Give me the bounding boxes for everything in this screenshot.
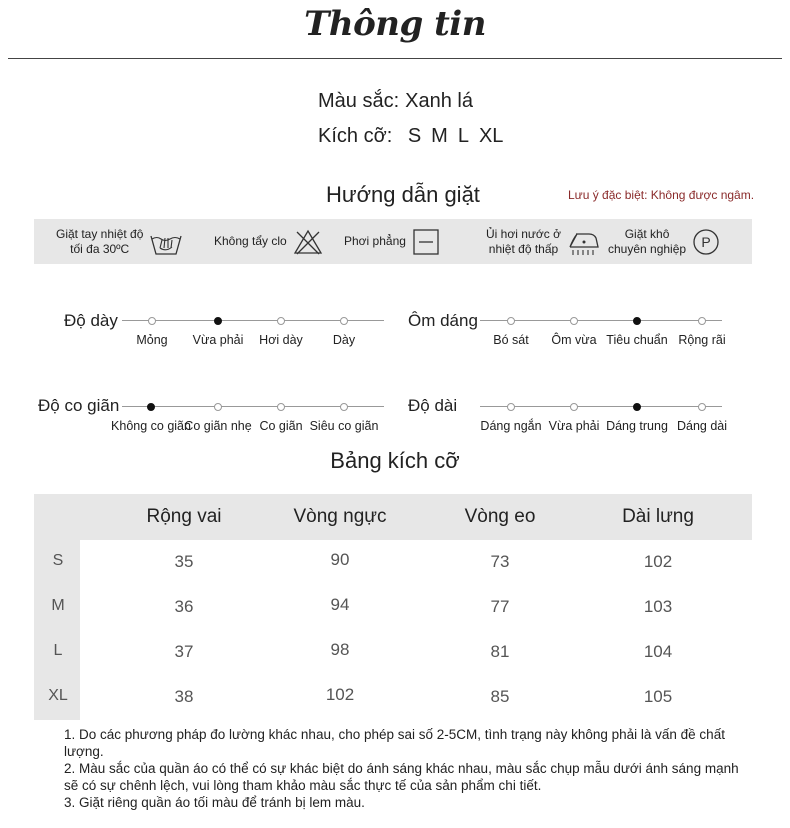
scale-track — [480, 406, 722, 407]
scale-option-label: Dáng trung — [606, 419, 668, 433]
scale-option-label: Không co giãn — [111, 419, 191, 433]
scale-label: Ôm dáng — [408, 311, 478, 330]
size-table-title: Bảng kích cỡ — [330, 448, 460, 473]
scale-option-label: Vừa phải — [548, 419, 600, 433]
wash-item-dry-clean — [608, 219, 720, 264]
dry-clean-p-icon — [692, 228, 720, 256]
wash-label: nhiệt độ thấp — [488, 241, 559, 256]
table-cell: 104 — [643, 642, 673, 661]
column-header: Dài lưng — [622, 506, 694, 527]
table-cell: 81 — [490, 642, 510, 661]
flat-dry-icon — [412, 228, 440, 256]
table-cell: 37 — [174, 642, 194, 661]
column-header: Vòng ngực — [293, 506, 387, 527]
color-value: Xanh lá — [405, 90, 473, 112]
scale-dot-selected — [633, 403, 641, 411]
wash-label: Phơi phẳng — [344, 234, 406, 248]
title-divider — [8, 58, 782, 59]
scale-dot-selected — [633, 317, 641, 325]
scale-dot — [277, 317, 285, 325]
table-cell: 105 — [643, 687, 673, 706]
scale-dot — [214, 403, 222, 411]
row-header: M — [51, 597, 65, 614]
scale-label: Độ co giãn — [38, 396, 120, 415]
table-cell: 77 — [490, 597, 510, 616]
size-table — [34, 494, 752, 720]
note-item: 1. Do các phương pháp đo lường khác nhau, cho phép sai số 2-5CM, tình trạng này không phải là vấn đề chất lượng. — [64, 727, 725, 759]
note-item: 2. Màu sắc của quần áo có thể có sự khác biệt do ánh sáng khác nhau, màu sắc chụp mẫu dưới ánh sáng mạnh sẽ có sự chênh lệch, vui lòng tham khảo màu sắc thực tế của sản phẩm chi tiết. — [64, 761, 739, 793]
row-header: L — [53, 642, 63, 659]
table-cell: 35 — [174, 552, 194, 571]
wash-instructions-bar — [34, 219, 752, 264]
table-cell: 73 — [490, 552, 510, 571]
scale-option-label: Dáng dài — [676, 419, 728, 433]
no-bleach-icon — [293, 228, 323, 256]
scale-option-label: Co giãn nhẹ — [184, 419, 252, 433]
table-cell: 94 — [330, 595, 350, 614]
hand-wash-icon — [149, 228, 183, 256]
size-info — [318, 125, 513, 148]
scale-dot — [340, 403, 348, 411]
scale-dot — [340, 317, 348, 325]
scale-dot — [570, 403, 578, 411]
scale-dot — [507, 403, 515, 411]
size-option: S — [407, 125, 422, 147]
column-header: Rộng vai — [146, 506, 222, 527]
scale-track — [480, 320, 722, 321]
scale-option-label: Dáng ngắn — [480, 419, 542, 433]
table-cell: 102 — [325, 685, 355, 704]
row-header: S — [52, 552, 64, 569]
wash-label: Ủi hơi nước ở — [486, 226, 561, 241]
wash-item-no-bleach — [214, 219, 323, 264]
table-cell: 103 — [643, 597, 673, 616]
page-title: Thông tin — [304, 4, 486, 44]
scale-dot — [148, 317, 156, 325]
scale-label: Độ dày — [64, 311, 118, 330]
wash-label: chuyên nghiệp — [608, 241, 687, 256]
scale-label: Độ dài — [408, 396, 458, 415]
note-item: 3. Giặt riêng quần áo tối màu để tránh bị lem màu. — [64, 795, 365, 810]
size-option: XL — [478, 125, 504, 147]
scale-option-label: Mỏng — [136, 333, 168, 347]
table-cell: 98 — [330, 640, 350, 659]
scale-option-label: Ôm vừa — [551, 333, 597, 347]
table-cell: 90 — [330, 550, 350, 569]
scale-option-label: Dày — [332, 333, 356, 347]
wash-label: tối đa 30ºC — [70, 241, 130, 256]
scale-dot — [698, 317, 706, 325]
scale-option-label: Tiêu chuẩn — [606, 333, 668, 347]
scale-dot-selected — [147, 403, 155, 411]
scale-dot — [507, 317, 515, 325]
scale-option-label: Bó sát — [493, 333, 529, 347]
wash-item-flat-dry — [344, 219, 440, 264]
size-option: M — [431, 125, 448, 147]
wash-special-note: Lưu ý đặc biệt: Không được ngâm. — [568, 188, 755, 202]
table-cell: 85 — [490, 687, 510, 706]
steam-iron-icon — [567, 227, 601, 257]
wash-label: Không tẩy clo — [214, 234, 287, 248]
size-label: Kích cỡ: — [318, 125, 393, 147]
svg-text:P: P — [701, 233, 711, 250]
table-cell: 36 — [174, 597, 194, 616]
wash-label: Giặt tay nhiệt độ — [56, 226, 144, 241]
scale-option-label: Vừa phải — [192, 333, 244, 347]
row-header: XL — [48, 687, 68, 704]
table-cell: 38 — [174, 687, 194, 706]
color-label: Màu sắc: — [318, 90, 400, 112]
scale-option-label: Co giãn — [259, 419, 303, 433]
scale-dot-selected — [214, 317, 222, 325]
column-header: Vòng eo — [464, 506, 536, 527]
wash-item-hand-wash — [56, 219, 183, 264]
size-table-body — [80, 540, 752, 720]
scale-option-label: Rộng rãi — [678, 333, 726, 347]
scale-option-label: Siêu co giãn — [309, 419, 379, 433]
table-cell: 102 — [643, 552, 673, 571]
wash-guide-title: Hướng dẫn giặt — [326, 182, 480, 207]
wash-item-steam-iron — [486, 219, 601, 264]
notes-block — [64, 726, 744, 811]
size-option: L — [457, 125, 469, 147]
scale-option-label: Hơi dày — [259, 333, 303, 347]
scale-dot — [698, 403, 706, 411]
color-info — [318, 90, 473, 113]
scale-dot — [570, 317, 578, 325]
scale-dot — [277, 403, 285, 411]
wash-label: Giặt khô — [624, 226, 670, 241]
